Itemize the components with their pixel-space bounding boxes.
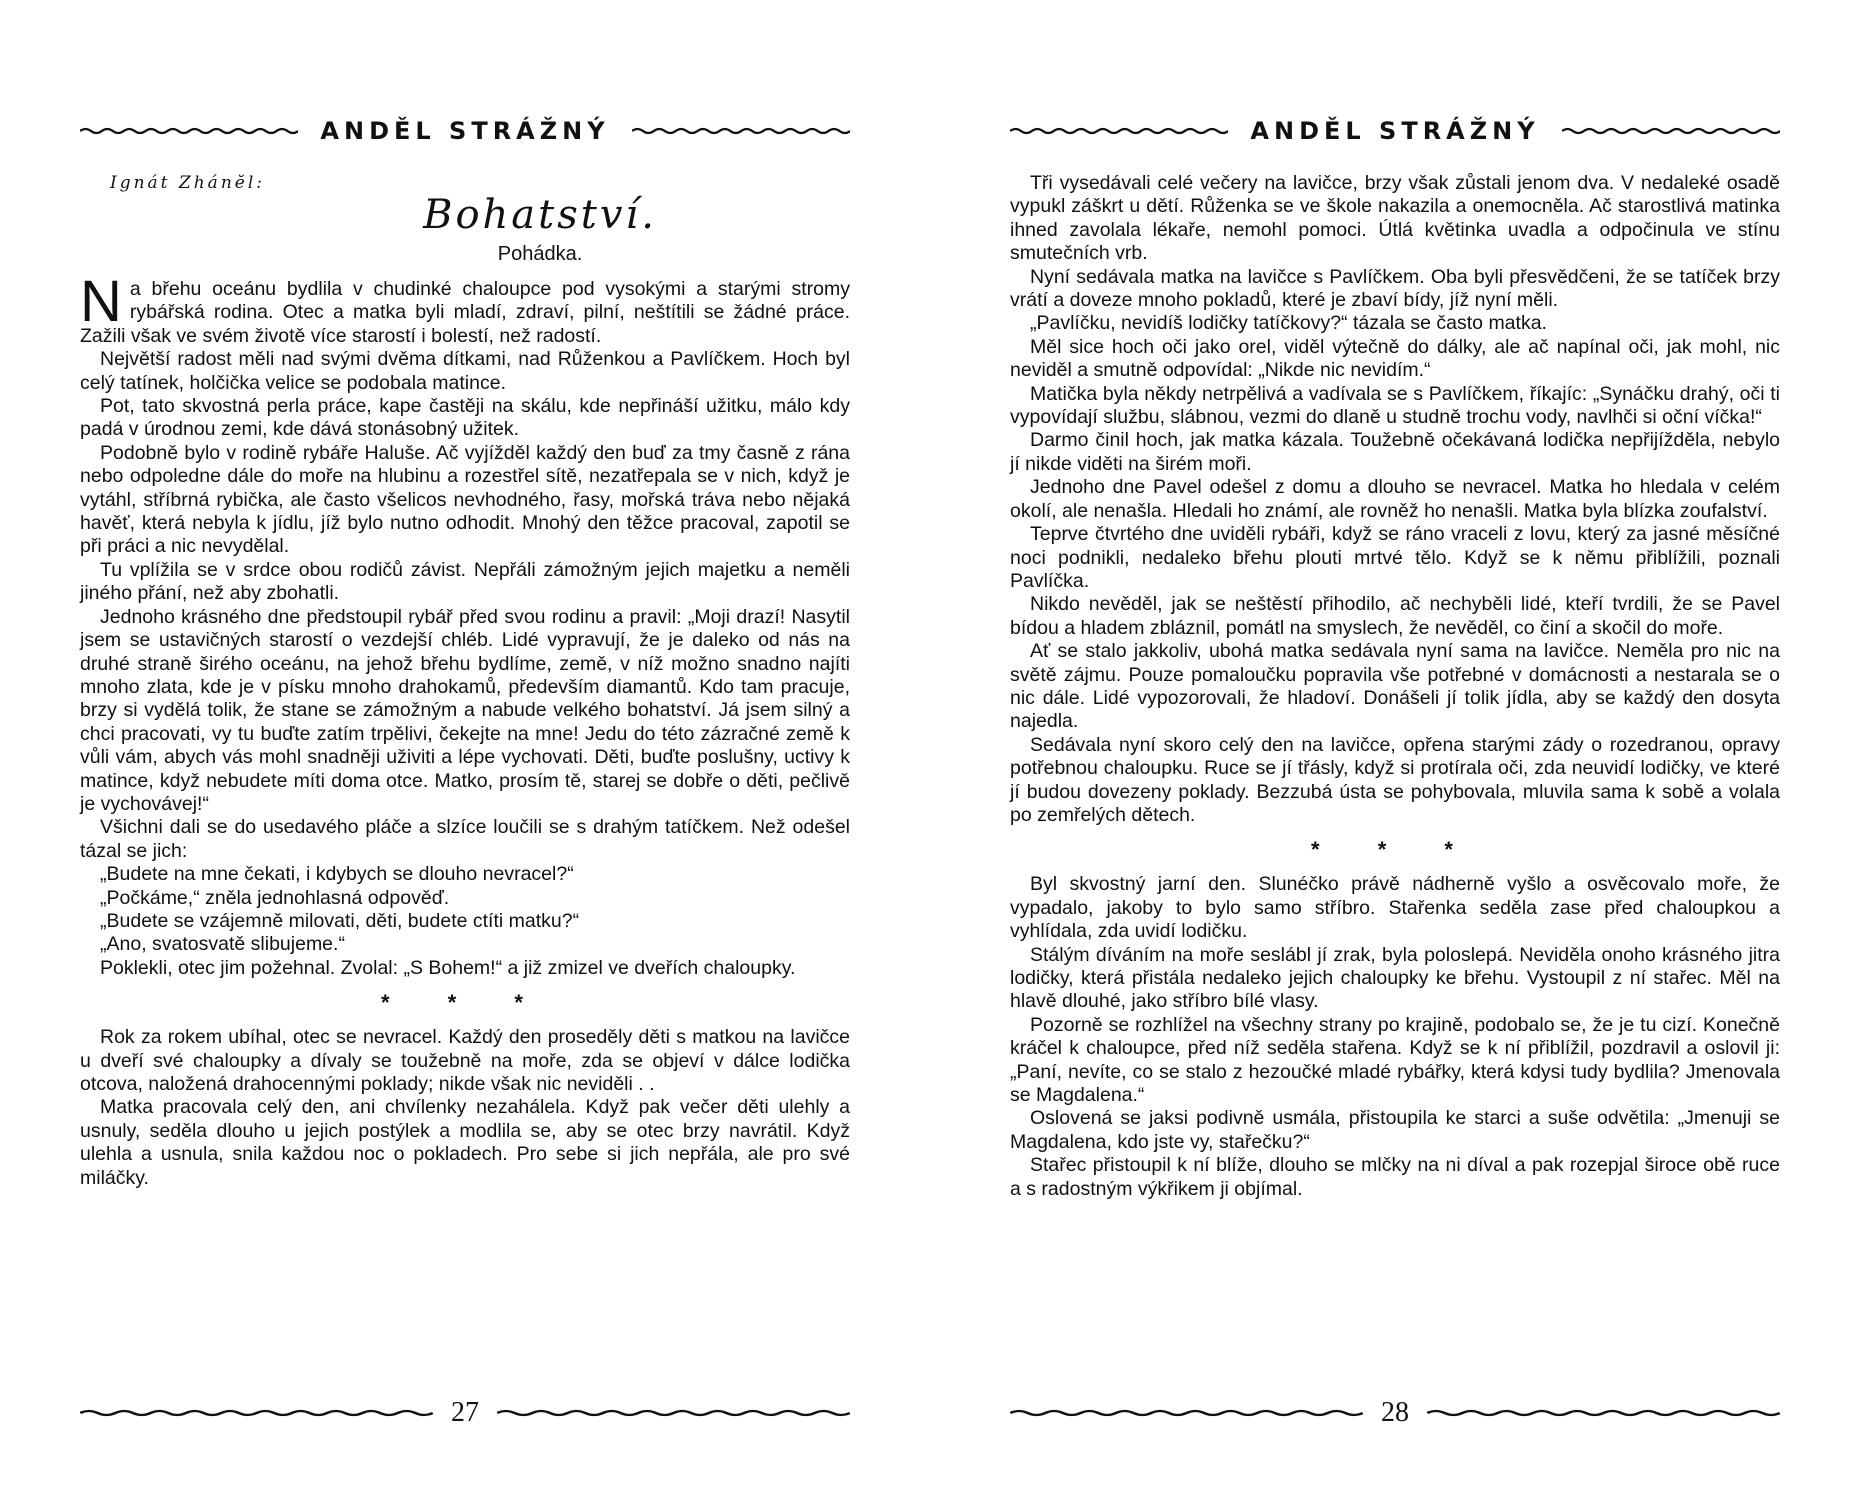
paragraph: Nyní sedávala matka na lavičce s Pavlíčkem. Oba byli přesvědčeni, že se tatíček brzy vrátí a doveze mnoho pokladů, které je zbaví bídy, jíž nyní měli.: [1010, 265, 1780, 312]
ornament-line: [497, 1408, 850, 1418]
page-footer: [80, 1396, 850, 1430]
paragraph: „Pavlíčku, nevidíš lodičky tatíčkovy?“ tázala se často matka.: [1030, 312, 1547, 335]
paragraph: Stařec přistoupil k ní blíže, dlouho se mlčky na ni díval a pak rozepjal široce obě ruce a s radostným výkřikem ji objímal.: [1010, 1154, 1780, 1200]
story-subtitle: Pohádka.: [497, 243, 583, 265]
body-text: [1010, 172, 1780, 1201]
paragraph: Jednoho krásného dne předstoupil rybář před svou rodinu a pravil: „Moji drazí! Nasytil jsem se ustavičných starostí o vezdejší chléb. Lidé vypravují, že je daleko od nás na druhé straně širého oceánu, na jehož břehu bydlíme, země, v níž možno snadno najíti mnoho zlata, kde je v písku mnoho drahokamů, především diamantů. Kdo tam pracuje, brzy si vydělá tolik, že stane se zámožným a nabude velkého bohatství. Já jsem silný a chci pracovati, vy tu buďte zatím trpělivi, čekejte na mne! Jedu do této zázračné země k vůli vám, abych vás mohl snadněji uživiti a lépe vychovati. Děti, buďte poslušny, uctivy k matince, když nebudete míti doma otce. Matko, prosím tě, starej se dobře o děti, pečlivě je vychovávej!“: [80, 605, 850, 815]
page-footer: [1010, 1396, 1780, 1430]
paragraph: Matička byla někdy netrpělivá a vadívala se s Pavlíčkem, říkajíc: „Synáčku drahý, oči ti vypovídají službu, slábnou, vezmi do dlaně u studně trochu vody, navlhči si oční víčka!“: [1010, 382, 1780, 429]
page-left: [80, 0, 850, 1500]
paragraph: Byl skvostný jarní den. Slunéčko právě nádherně vyšlo a osvěcovalo moře, že vypadalo, jakoby to bylo samo stříbro. Stařenka seděla zase před chaloupkou a vyhlídala, zda uvidí lodičku.: [1010, 873, 1780, 943]
paragraph: Matka pracovala celý den, ani chvílenky nezahálela. Když pak večer děti ulehly a usnuly, seděla dlouho u jejich postýlek a modlila se, aby se otec brzy navrátil. Když ulehla a usnula, snila každou noc o pokladech. Pro sebe si jich nepřála, ale pro své miláčky.: [80, 1096, 850, 1189]
paragraph: „Budete na mne čekati, i kdybych se dlouho nevracel?“: [100, 863, 574, 886]
paragraph: Tři vysedávali celé večery na lavičce, brzy však zůstali jenom dva. V nedaleké osadě vypukl záškrt u dětí. Růženka se ve škole nakazila a onemocněla. Ač starostlivá matinka ihned zavolala lékaře, nemohl pomoci. Útlá květinka uvadla a odpočinula ve stínu smutečních vrb.: [1010, 172, 1780, 265]
paragraph: Poklekli, otec jim požehnal. Zvolal: „S Bohem!“ a již zmizel ve dveřích chaloupky.: [100, 956, 796, 979]
paragraph: Rok za rokem ubíhal, otec se nevracel. Každý den proseděly děti s matkou na lavičce u dveří své chaloupky a dívaly se toužebně na moře, zda se objeví v dálce lodička otcova, naložená drahocennými poklady; nikde však nic neviděli . .: [80, 1026, 850, 1095]
paragraph: „Ano, svatosvatě slibujeme.“: [100, 933, 345, 956]
page-right: [1010, 0, 1780, 1500]
ornament-line: [1427, 1408, 1780, 1418]
ornament-line: [80, 1408, 433, 1418]
paragraph: Nikdo nevěděl, jak se neštěstí přihodilo, ač nechyběli lidé, kteří tvrdili, že se Pavel bídou a hladem zbláznil, pomátl na smyslech, že nevěděl, co činí a skočil do moře.: [1010, 593, 1780, 639]
ornament-line: [1010, 1408, 1363, 1418]
paragraph: „Budete se vzájemně milovati, děti, budete ctíti matku?“: [100, 909, 580, 932]
running-header: [80, 116, 850, 146]
paragraph: Sedávala nyní skoro celý den na lavičce, opřena starými zády o rozedranou, opravy potřebnou chaloupku. Ruce se jí třásly, když si protírala oči, zda neuvidí lodičky, ve které jí budou dovezeny poklady. Bezzubá ústa se pohybovala, mluvila sama k sobě a volala po zemřelých dětech.: [1010, 733, 1780, 826]
ornament-line: [632, 126, 850, 136]
paragraph: „Počkáme,“ zněla jednohlasná odpověď.: [100, 886, 450, 909]
paragraph: Největší radost měli nad svými dvěma dítkami, nad Růženkou a Pavlíčkem. Hoch byl celý tatínek, holčička velice se podobala matince.: [80, 348, 850, 394]
paragraph: Pozorně se rozhlížel na všechny strany po krajině, podobalo se, že je tu cizí. Konečně kráčel k chaloupce, před níž seděla stařena. Když se k ní přiblížil, pozdravil a oslovil ji: „Paní, nevíte, co se stalo z hezoučké mladé rybářky, která kdysi tudy bydlila? Jmenovala se Magdalena.“: [1010, 1013, 1780, 1107]
paragraph: Podobně bylo v rodině rybáře Haluše. Ač vyjížděl každý den buď za tmy časně z rána nebo odpoledne dále do moře na hlubinu a rozestřel sítě, nezatřepala se v nich, když je vytáhl, stříbrná rybička, ale často všelicos nevhodného, řasy, mořská tráva nebo nějaká havěť, která nebyla k jídlu, jíž bylo nutno odhodit. Mnohý den těžce pracoval, zapotil se při práci a nic nevydělal.: [80, 441, 850, 558]
page-number: 28: [1381, 1397, 1409, 1428]
paragraph: Oslovená se jaksi podivně usmála, přistoupila ke starci a suše odvětila: „Jmenuji se Magdalena, kdo jste vy, stařečku?“: [1010, 1107, 1780, 1153]
ornament-line: [1562, 126, 1780, 136]
story-title: Bohatství.: [423, 192, 657, 238]
paragraph: Jednoho dne Pavel odešel z domu a dlouho se nevracel. Matka ho hledala v celém okolí, ale nenašla. Hledali ho známí, ale rovněž ho nenašli. Matka byla blízka zoufalství.: [1010, 476, 1780, 522]
header-title: ANDĚL STRÁŽNÝ: [320, 117, 610, 145]
paragraph: Ať se stalo jakkoliv, ubohá matka sedávala nyní sama na lavičce. Neměla pro nic na světě zájmu. Pouze pomaloučku popravila vše potřebné v domácnosti a nestarala se o nic dále. Lidé vypozorovali, že hladoví. Donášeli jí tolik jídla, aby se každý den dosyta najedla.: [1010, 640, 1780, 733]
section-separator: * * *: [1311, 837, 1479, 863]
paragraph: Teprve čtvrtého dne uviděli rybáři, když se ráno vraceli z lovu, který za jasné měsíčné noci podnikli, nedaleko břehu plouti mrtvé tělo. Když se k němu přiblížili, poznali Pavlíčka.: [1010, 523, 1780, 592]
paragraph: Všichni dali se do usedavého pláče a slzíce loučili se s drahým tatíčkem. Než odešel tázal se jich:: [80, 816, 850, 862]
ornament-line: [80, 126, 298, 136]
paragraph: Darmo činil hoch, jak matka kázala. Toužebně očekávaná lodička nepřijížděla, nebylo jí nikde viděti na širém moři.: [1010, 429, 1780, 475]
paragraph: Stálým díváním na moře seslábl jí zrak, byla poloslepá. Neviděla onoho krásného jitra lodičky, která přistála nedaleko jejich chaloupky ke břehu. Vystoupil z ní stařec. Měl na hlavě dlouhé, jako stříbro bílé vlasy.: [1010, 943, 1780, 1013]
paragraph: Měl sice hoch oči jako orel, viděl výtečně do dálky, ale ač napínal oči, jak mohl, nic neviděl a smutně odpovídal: „Nikde nic nevidím.“: [1010, 335, 1780, 382]
drop-cap: N: [80, 269, 122, 334]
page-number: 27: [451, 1397, 479, 1428]
header-title: ANDĚL STRÁŽNÝ: [1250, 117, 1540, 145]
ornament-line: [1010, 126, 1228, 136]
paragraph: Na břehu oceánu bydlila v chudinké chaloupce pod vysokými a starými stromy rybářská rodina. Otec a matka byli mladí, zdraví, pilní, neštítili se žádné práce. Zažili však ve svém životě více starostí i bolestí, než radostí.: [80, 269, 850, 347]
body-text: [80, 269, 850, 1190]
running-header: [1010, 116, 1780, 146]
paragraph: Tu vplížila se v srdce obou rodičů závist. Nepřáli zámožným jejich majetku a neměli jiného přání, než aby zbohatli.: [80, 558, 850, 605]
author-name: Ignát Zhánĕl:: [110, 173, 265, 193]
paragraph: Pot, tato skvostná perla práce, kape častěji na skálu, kde nepřináší užitku, málo kdy padá v úrodnou zemi, kde dává stonásobný užitek.: [80, 395, 850, 441]
section-separator: * * *: [381, 990, 549, 1016]
